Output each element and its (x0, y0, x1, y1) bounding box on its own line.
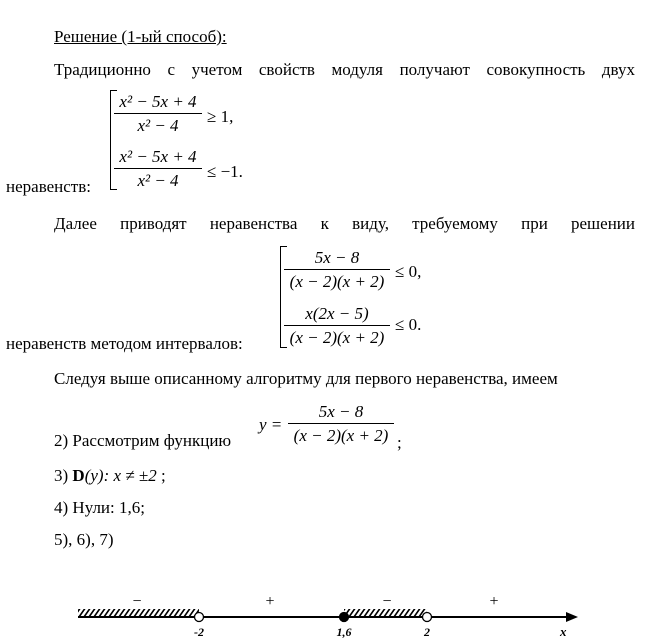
denominator: (x − 2)(x + 2) (284, 269, 390, 290)
step-2-text: 2) Рассмотрим функцию (54, 431, 232, 450)
point-label: 1,6 (336, 625, 352, 639)
interval-sign: + (265, 593, 275, 610)
open-point (423, 613, 432, 622)
numerator: 5x − 8 (318, 402, 364, 421)
word: виду, (352, 214, 389, 233)
step-number: 3) (54, 466, 69, 485)
word: двух (601, 60, 635, 79)
word: требуемому (412, 214, 498, 233)
word: свойств (258, 60, 315, 79)
relation: ≤ 0. (395, 315, 422, 334)
word: учетом (191, 60, 243, 79)
word: решении (571, 214, 635, 233)
word: приводят (120, 214, 187, 233)
paragraph-2-tail: неравенств методом интервалов: (6, 334, 243, 353)
word: неравенства (209, 214, 298, 233)
numerator: x(2x − 5) (305, 304, 369, 323)
numerator: 5x − 8 (314, 248, 360, 267)
domain-condition: x ≠ ±2 (113, 466, 157, 485)
interval-sign: − (132, 593, 142, 610)
interval-sign: − (382, 593, 392, 610)
word: модуля (331, 60, 383, 79)
point-label: -2 (194, 625, 204, 639)
filled-point (340, 613, 349, 622)
interval-sign: + (489, 593, 499, 610)
function-lhs: y = (259, 415, 283, 434)
hatched-region-middle (344, 609, 427, 617)
point-label: 2 (424, 625, 430, 639)
denominator: x² − 4 (114, 168, 202, 189)
numerator: x² − 5x + 4 (119, 147, 197, 166)
domain-symbol: D (72, 466, 85, 485)
paragraph-3: Следуя выше описанному алгоритму для первого неравенства, имеем (54, 369, 558, 388)
denominator: x² − 4 (114, 113, 202, 134)
paragraph-1-tail: неравенств: (6, 177, 91, 196)
word: Традиционно (54, 60, 151, 79)
domain-arg: (y): (84, 466, 110, 485)
solution-heading: Решение (1-ый способ): (54, 27, 227, 46)
step-3-tail: ; (160, 466, 166, 485)
word: с (167, 60, 176, 79)
word: к (320, 214, 329, 233)
open-point (195, 613, 204, 622)
word: Далее (54, 214, 97, 233)
step-4: 4) Нули: 1,6; (54, 498, 145, 517)
word: получают (399, 60, 470, 79)
relation: ≥ 1, (207, 107, 234, 126)
word: совокупность (486, 60, 586, 79)
numerator: x² − 5x + 4 (119, 92, 197, 111)
word: при (521, 214, 548, 233)
relation: ≤ 0, (395, 262, 422, 281)
hatched-region-left (78, 609, 199, 617)
denominator: (x − 2)(x + 2) (288, 423, 394, 444)
relation: ≤ −1. (207, 162, 243, 181)
axis-label: x (560, 624, 567, 639)
step-5: 5), 6), 7) (54, 530, 114, 549)
step-2-tail: ; (397, 433, 402, 452)
axis-arrow-icon (566, 612, 578, 622)
denominator: (x − 2)(x + 2) (284, 325, 390, 346)
